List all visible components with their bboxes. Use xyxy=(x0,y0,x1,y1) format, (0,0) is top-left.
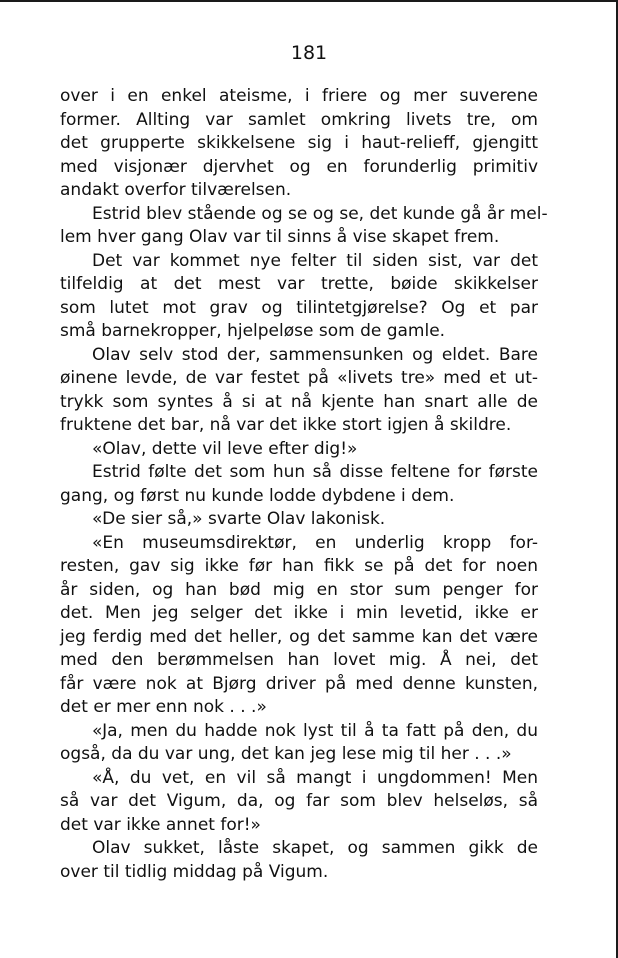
text-line: over til tidlig middag på Vigum. xyxy=(60,861,329,882)
text-line: så var det Vigum, da, og far som blev helseløs, så xyxy=(60,791,538,811)
text-line: fruktene det bar, nå var det ikke stort igjen å skildre. xyxy=(60,415,512,435)
text-line: det var ikke annet for!» xyxy=(60,814,261,835)
text-line: det er mer enn nok . . .» xyxy=(60,697,267,717)
text-line: små barnekropper, hjelpeløse som de gamle. xyxy=(60,321,446,341)
text-line: jeg ferdig med det heller, og det samme kan det være xyxy=(60,626,538,647)
body-text xyxy=(60,85,548,884)
text-line: tilfeldig at det mest var trette, bøide skikkelser xyxy=(60,274,538,294)
text-line: «De sier så,» svarte Olav lakonisk. xyxy=(92,509,386,529)
text-line: lem hver gang Olav var til sinns å vise skapet frem. xyxy=(60,227,500,247)
text-line: det. Men jeg selger det ikke i min levetid, ikke er xyxy=(60,603,538,623)
text-line: resten, gav sig ikke før han fikk se på det for noen xyxy=(60,556,538,576)
text-line: «Å, du vet, en vil så mangt i ungdommen! Men xyxy=(92,767,538,788)
text-line: får være nok at Bjørg driver på med denne kunsten, xyxy=(60,673,538,694)
text-line: også, da du var ung, det kan jeg lese mig til her . . .» xyxy=(60,744,512,764)
text-line: Olav selv stod der, sammensunken og eldet. Bare xyxy=(92,344,538,365)
text-line: år siden, og han bød mig en stor sum penger for xyxy=(60,579,538,600)
text-line: som lutet mot grav og tilintetgjørelse? Og et par xyxy=(60,297,538,318)
text-line: Estrid følte det som hun så disse feltene for første xyxy=(92,462,538,482)
text-line: «Ja, men du hadde nok lyst til å ta fatt på den, du xyxy=(92,720,538,741)
text-line: former. Allting var samlet omkring livets tre, om xyxy=(60,109,538,130)
text-line: Estrid blev stående og se og se, det kunde gå år mel- xyxy=(92,203,548,224)
text-line: over i en enkel ateisme, i friere og mer suverene xyxy=(60,86,538,106)
text-line: trykk som syntes å si at nå kjente han snart alle de xyxy=(60,391,538,412)
text-line: andakt overfor tilværelsen. xyxy=(60,180,292,200)
text-line: øinene levde, de var festet på «livets tre» med et ut- xyxy=(60,368,538,388)
text-line: Olav sukket, låste skapet, og sammen gikk de xyxy=(92,838,538,858)
text-line: «En museumsdirektør, en underlig kropp for- xyxy=(92,532,538,553)
text-line: «Olav, dette vil leve efter dig!» xyxy=(92,438,358,459)
text-line: med den berømmelsen han lovet mig. Å nei, det xyxy=(60,650,538,670)
text-line: med visjonær djervhet og en forunderlig primitiv xyxy=(60,156,538,177)
text-line: det grupperte skikkelsene sig i haut-relieff, gjengitt xyxy=(60,133,538,153)
page-top-edge xyxy=(0,0,618,2)
page-number: 181 xyxy=(290,42,328,64)
text-line: Det var kommet nye felter til siden sist, var det xyxy=(92,250,538,271)
text-line: gang, og først nu kunde lodde dybdene i dem. xyxy=(60,485,455,506)
